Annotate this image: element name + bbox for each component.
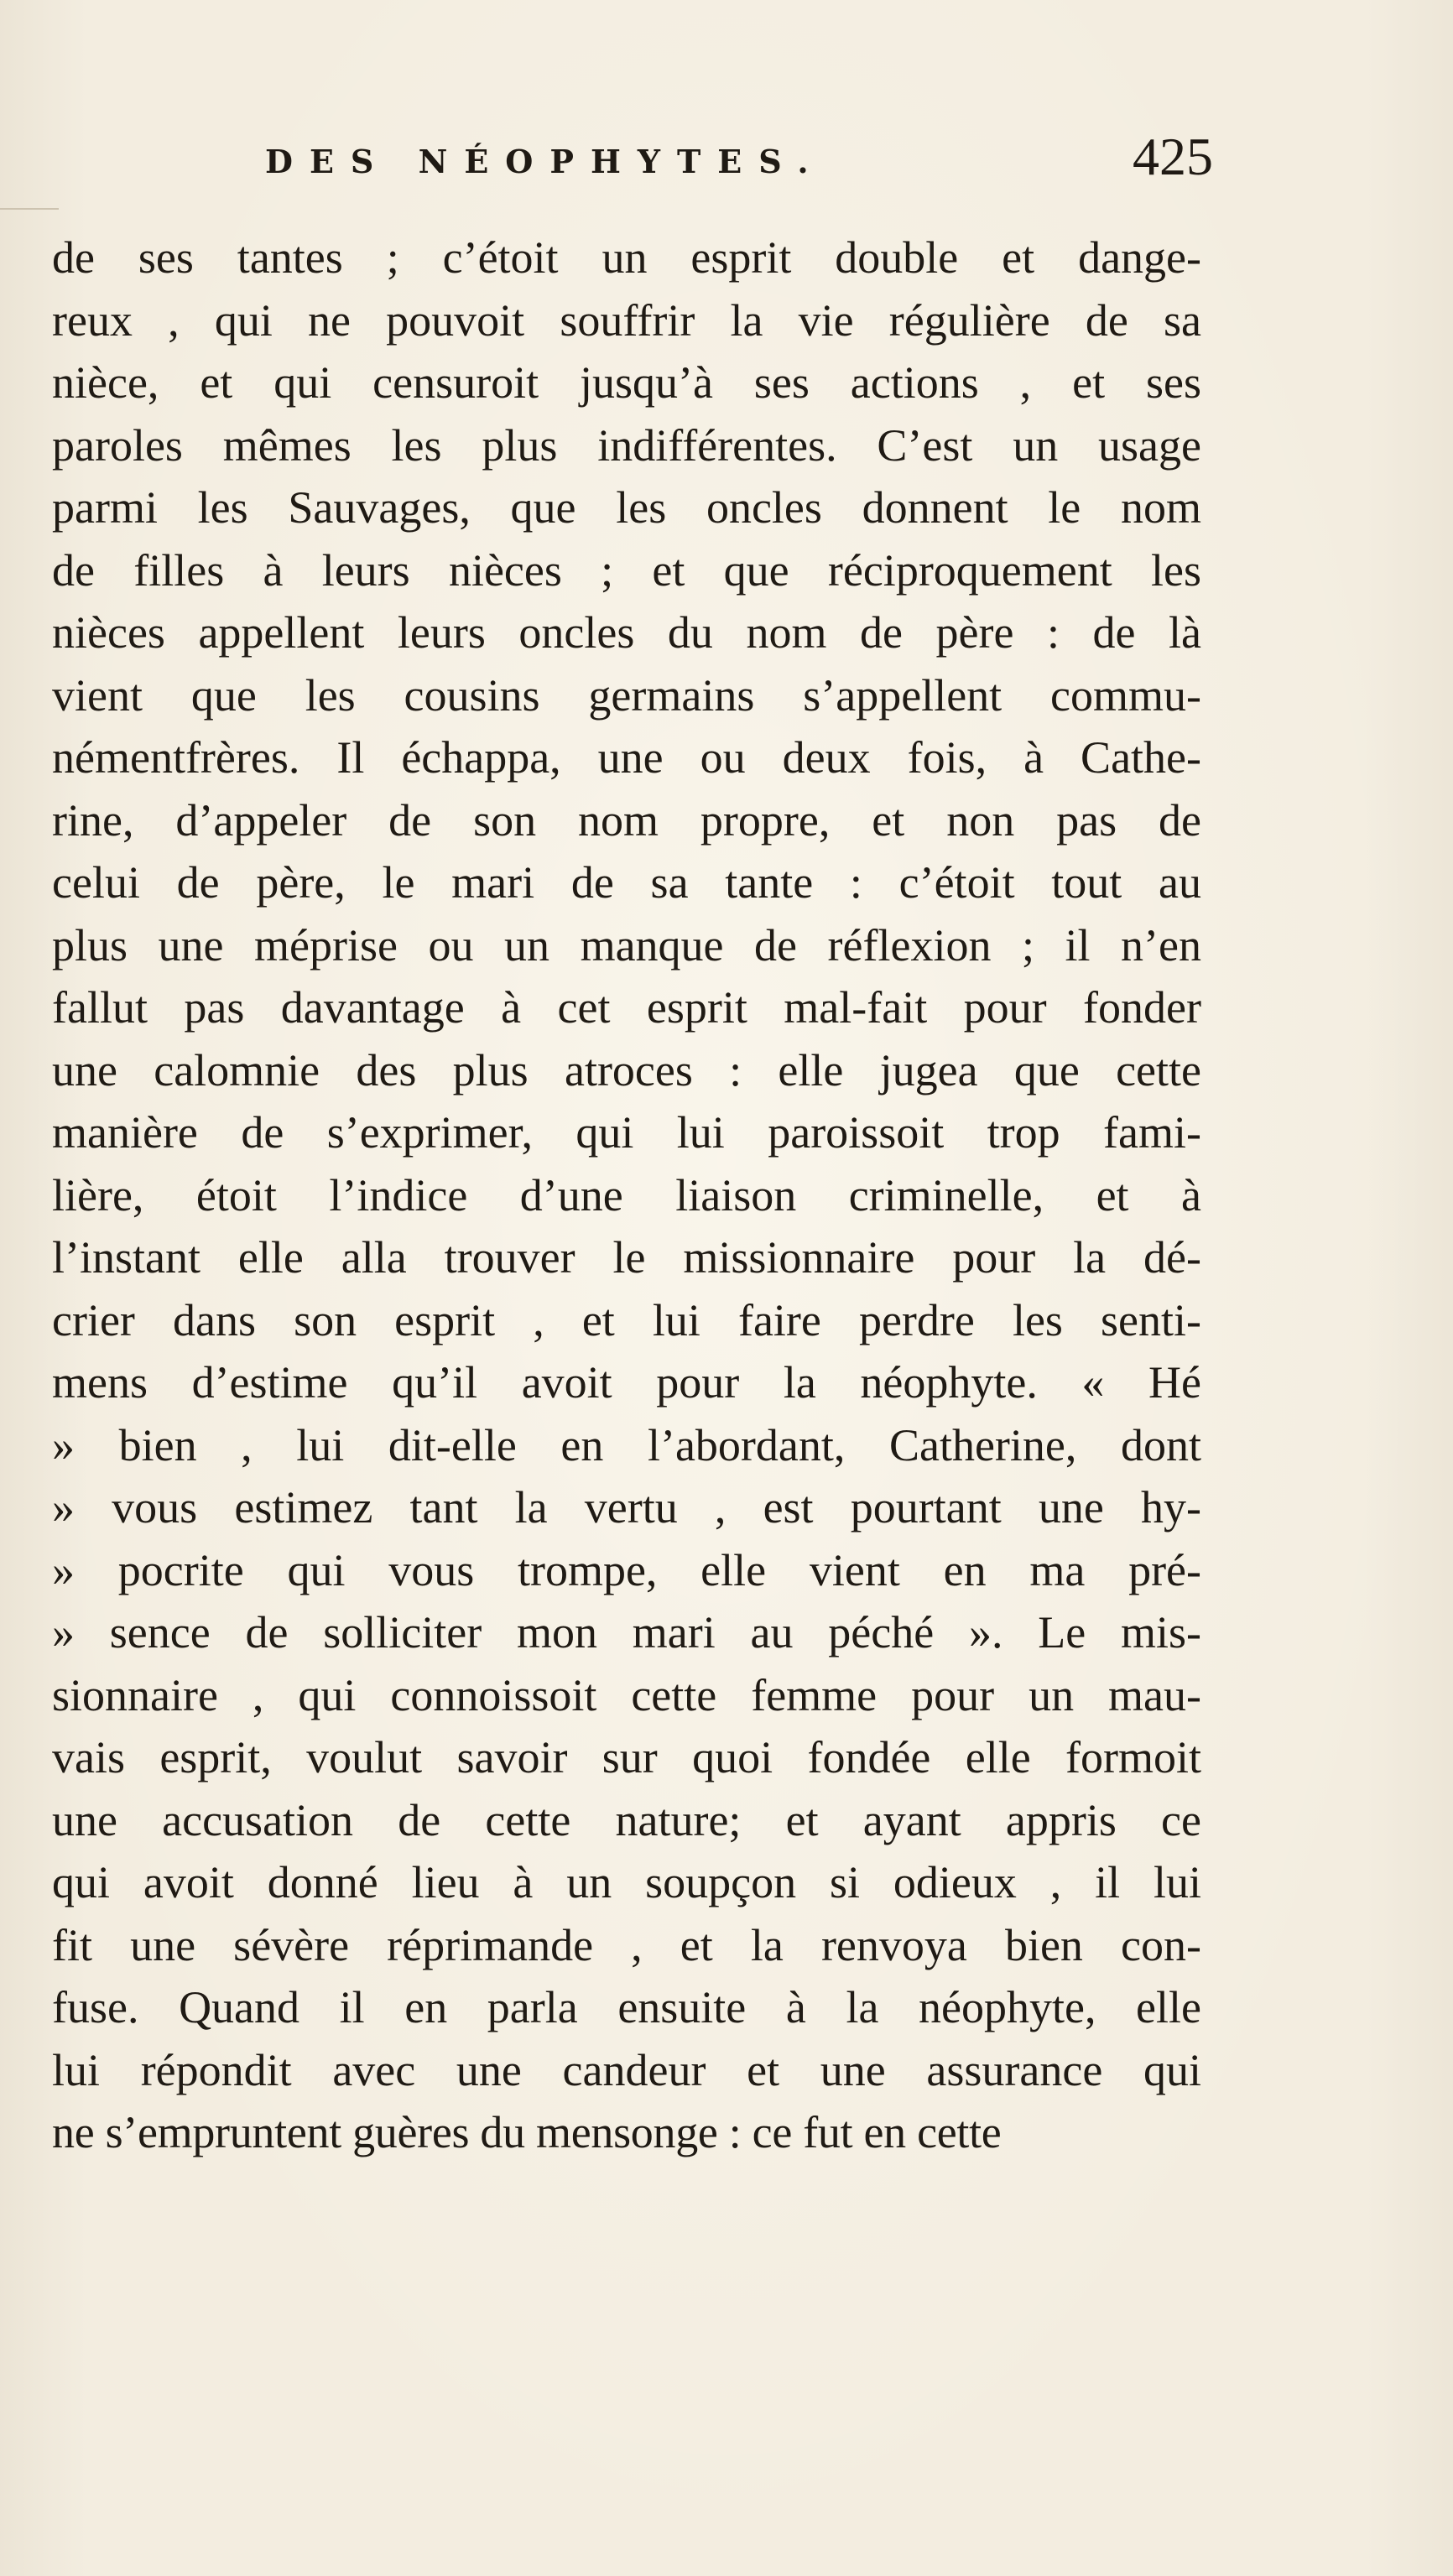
text-line: paroles mêmes les plus indifférentes. C’est un usage bbox=[52, 419, 1201, 471]
text-line: une calomnie des plus atroces : elle jugea que cette bbox=[52, 1044, 1201, 1095]
text-line: fit une sévère réprimande , et la renvoya bien con- bbox=[52, 1919, 1201, 1970]
text-line: nièces appellent leurs oncles du nom de père : de là bbox=[52, 607, 1201, 658]
text-line: de ses tantes ; c’étoit un esprit double et dange- bbox=[52, 232, 1201, 283]
text-line: lui répondit avec une candeur et une assurance qui bbox=[52, 2044, 1201, 2095]
text-line: parmi les Sauvages, que les oncles donnent le nom bbox=[52, 482, 1201, 533]
text-line: » sence de solliciter mon mari au péché ». Le mis- bbox=[52, 1607, 1201, 1657]
text-line: sionnaire , qui connoissoit cette femme pour un mau- bbox=[52, 1669, 1201, 1720]
body-text bbox=[52, 226, 1201, 2164]
text-line: qui avoit donné lieu à un soupçon si odieux , il lui bbox=[52, 1857, 1201, 1907]
text-line: » vous estimez tant la vertu , est pourtant une hy- bbox=[52, 1482, 1201, 1533]
text-line: ne s’empruntent guères du mensonge : ce fut en cette bbox=[52, 2107, 1002, 2157]
running-head: DES NÉOPHYTES. bbox=[265, 143, 825, 180]
text-line: fuse. Quand il en parla ensuite à la néophyte, elle bbox=[52, 1982, 1201, 2032]
text-line: mens d’estime qu’il avoit pour la néophyte. « Hé bbox=[52, 1357, 1201, 1408]
text-line: manière de s’exprimer, qui lui paroissoit trop fami- bbox=[52, 1107, 1201, 1158]
text-line: une accusation de cette nature; et ayant appris ce bbox=[52, 1794, 1201, 1845]
text-line: » pocrite qui vous trompe, elle vient en ma pré- bbox=[52, 1544, 1201, 1595]
page-header bbox=[265, 126, 1213, 193]
text-line: lière, étoit l’indice d’une liaison criminelle, et à bbox=[52, 1169, 1201, 1220]
text-line: fallut pas davantage à cet esprit mal-fait pour fonder bbox=[52, 982, 1201, 1033]
text-line: rine, d’appeler de son nom propre, et non pas de bbox=[52, 794, 1201, 846]
text-line: l’instant elle alla trouver le missionnaire pour la dé- bbox=[52, 1232, 1201, 1283]
text-line: plus une méprise ou un manque de réflexion ; il n’en bbox=[52, 919, 1201, 971]
page-number: 425 bbox=[1133, 127, 1213, 186]
text-line: vient que les cousins germains s’appellent commu- bbox=[52, 669, 1201, 721]
text-line: de filles à leurs nièces ; et que réciproquement les bbox=[52, 544, 1201, 596]
text-line: némentfrères. Il échappa, une ou deux fois, à Cathe- bbox=[52, 732, 1201, 783]
text-line: » bien , lui dit-elle en l’abordant, Catherine, dont bbox=[52, 1419, 1201, 1470]
text-line: vais esprit, voulut savoir sur quoi fondée elle formoit bbox=[52, 1732, 1201, 1782]
text-line: nièce, et qui censuroit jusqu’à ses actions , et ses bbox=[52, 357, 1201, 408]
margin-rule bbox=[0, 208, 59, 210]
text-line: reux , qui ne pouvoit souffrir la vie régulière de sa bbox=[52, 294, 1201, 346]
text-line: celui de père, le mari de sa tante : c’étoit tout au bbox=[52, 857, 1201, 908]
text-line: crier dans son esprit , et lui faire perdre les senti- bbox=[52, 1294, 1201, 1345]
